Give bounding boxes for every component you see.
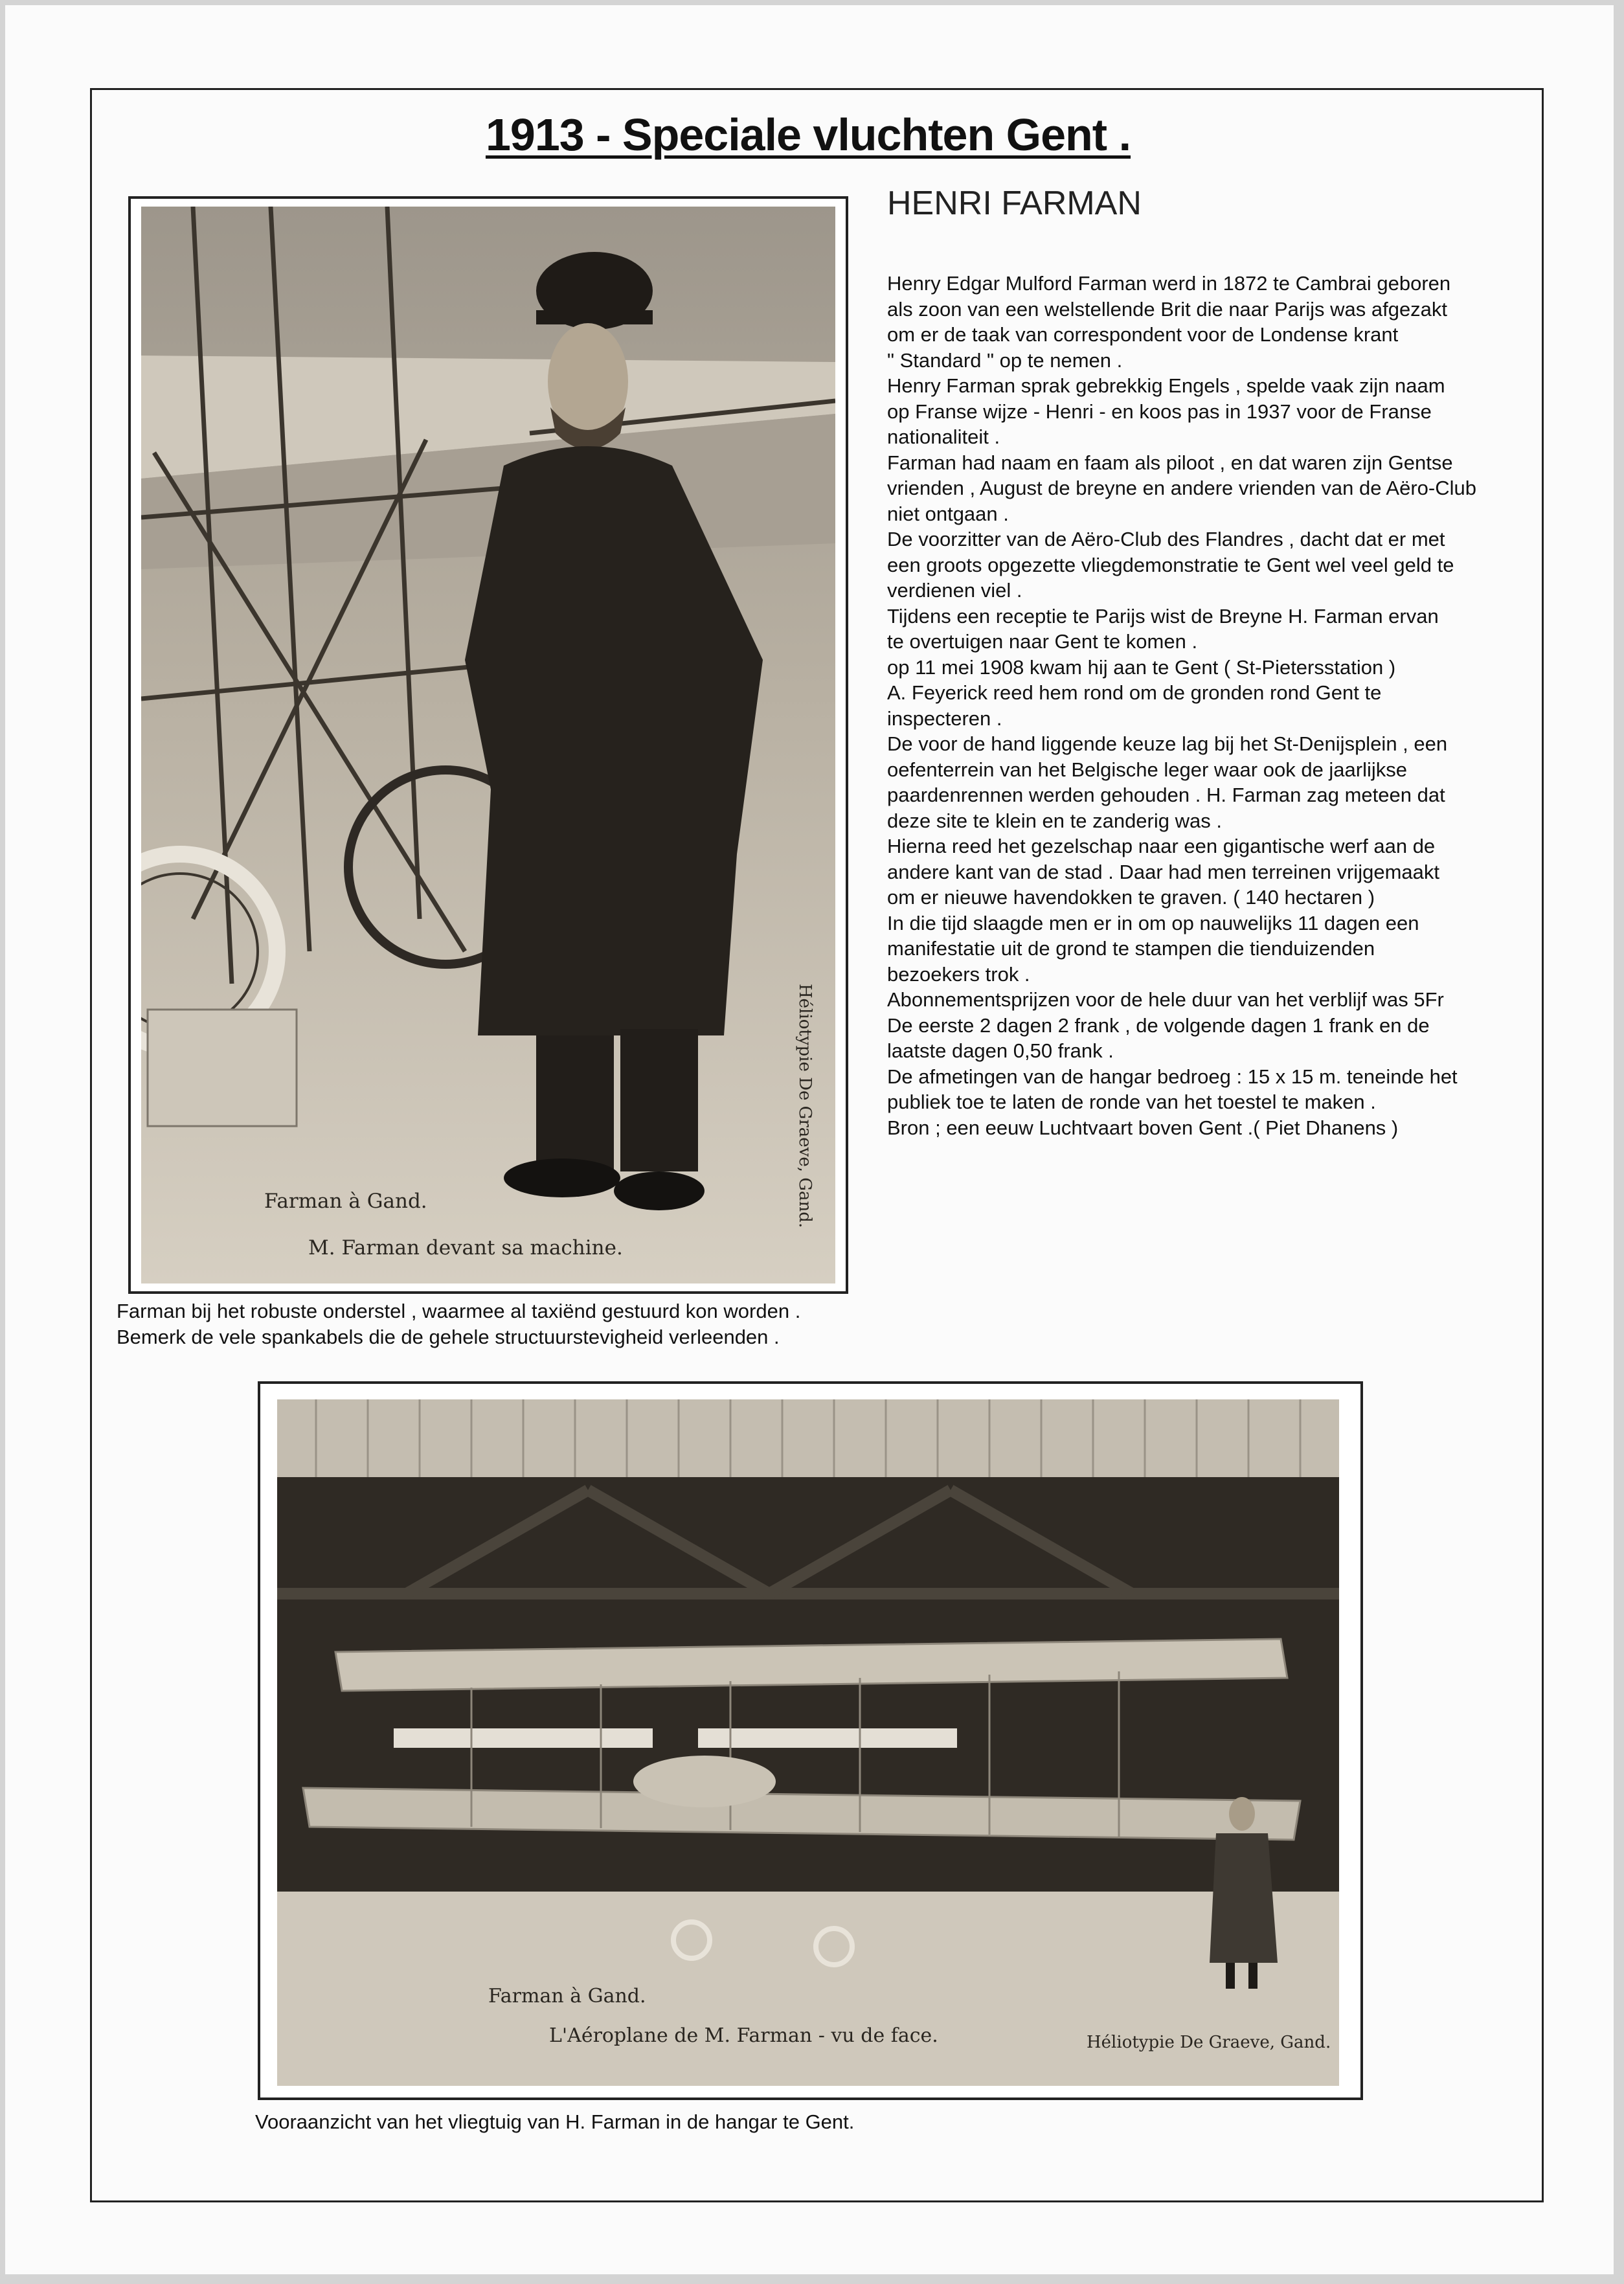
article-line: niet ontgaan .: [887, 502, 1009, 525]
article-body: [887, 271, 1535, 1140]
article-line: De afmetingen van de hangar bedroeg : 15 x 15 m. teneinde het: [887, 1065, 1458, 1088]
article-line: op 11 mei 1908 kwam hij aan te Gent ( St-Pietersstation ): [887, 655, 1396, 679]
photo-portrait: [141, 207, 835, 1283]
article-line: Abonnementsprijzen voor de hele duur van het verblijf was 5Fr: [887, 988, 1444, 1011]
postcard-subtitle-portrait: M. Farman devant sa machine.: [308, 1236, 623, 1260]
article-line: " Standard " op te nemen .: [887, 348, 1123, 372]
article-line: andere kant van de stad . Daar had men terreinen vrijgemaakt: [887, 860, 1439, 883]
article-line: Henry Farman sprak gebrekkig Engels , spelde vaak zijn naam: [887, 374, 1445, 397]
postcard-title-aeroplane: Farman à Gand.: [488, 1985, 646, 2007]
article-line: publiek toe te laten de ronde van het toestel te maken .: [887, 1091, 1376, 1113]
photo-aeroplane: [277, 1399, 1339, 2086]
article-line: om er nieuwe havendokken te graven. ( 140 hectaren ): [887, 886, 1375, 909]
article-line: verdienen viel .: [887, 579, 1022, 602]
article-line: Bron ; een eeuw Luchtvaart boven Gent .( Piet Dhanens ): [887, 1116, 1399, 1139]
article-line: De voor de hand liggende keuze lag bij het St-Denijsplein , een: [887, 732, 1448, 755]
aeroplane-caption: Vooraanzicht van het vliegtuig van H. Farman in de hangar te Gent.: [255, 2110, 855, 2133]
portrait-illustration: [141, 207, 835, 1283]
portrait-caption-line-1: Farman bij het robuste onderstel , waarmee al taxiënd gestuurd kon worden .: [117, 1300, 801, 1322]
article-line: manifestatie uit de grond te stampen die tienduizenden: [887, 937, 1375, 960]
postcard-title-portrait: Farman à Gand.: [264, 1190, 427, 1213]
page-sheet: [5, 5, 1614, 2274]
article-line: inspecteren .: [887, 707, 1002, 730]
photo-portrait-frame: [128, 196, 848, 1294]
article-line: een groots opgezette vliegdemonstratie te Gent wel veel geld te: [887, 553, 1454, 576]
postcard-subtitle-aeroplane: L'Aéroplane de M. Farman - vu de face.: [549, 2024, 938, 2047]
article-line: A. Feyerick reed hem rond om de gronden rond Gent te: [887, 681, 1382, 704]
article-line: Henry Edgar Mulford Farman werd in 1872 te Cambrai geboren: [887, 272, 1451, 295]
article-line: op Franse wijze - Henri - en koos pas in 1937 voor de Franse: [887, 400, 1432, 423]
article-line: In die tijd slaagde men er in om op nauwelijks 11 dagen een: [887, 911, 1419, 934]
article-line: De voorzitter van de Aëro-Club des Flandres , dacht dat er met: [887, 528, 1445, 550]
article-line: als zoon van een welstellende Brit die naar Parijs was afgezakt: [887, 297, 1448, 321]
article-line: nationaliteit .: [887, 425, 1000, 448]
page-title: 1913 - Speciale vluchten Gent .: [485, 109, 1131, 160]
article-line: om er de taak van correspondent voor de Londense krant: [887, 323, 1399, 346]
article-line: deze site te klein en te zanderig was .: [887, 809, 1222, 832]
article-line: vrienden , August de breyne en andere vrienden van de Aëro-Club: [887, 477, 1476, 499]
postcard-publisher-portrait: Héliotypie De Graeve, Gand.: [795, 984, 815, 1228]
article-line: oefenterrein van het Belgische leger waar ook de jaarlijkse: [887, 758, 1408, 781]
article-line: Tijdens een receptie te Parijs wist de Breyne H. Farman ervan: [887, 604, 1439, 628]
article-line: bezoekers trok .: [887, 962, 1030, 986]
article-line: paardenrennen werden gehouden . H. Farman zag meteen dat: [887, 784, 1445, 806]
article-line: De eerste 2 dagen 2 frank , de volgende dagen 1 frank en de: [887, 1013, 1430, 1037]
article-heading: HENRI FARMAN: [887, 185, 1142, 222]
article-line: laatste dagen 0,50 frank .: [887, 1039, 1114, 1062]
portrait-caption-line-2: Bemerk de vele spankabels die de gehele structuurstevigheid verleenden .: [117, 1326, 780, 1348]
aeroplane-illustration: [277, 1399, 1339, 2086]
article-line: te overtuigen naar Gent te komen .: [887, 630, 1198, 653]
postcard-publisher-aeroplane: Héliotypie De Graeve, Gand.: [1087, 2033, 1331, 2052]
photo-aeroplane-frame: [258, 1381, 1363, 2100]
article-line: Hierna reed het gezelschap naar een gigantische werf aan de: [887, 835, 1436, 857]
article-line: Farman had naam en faam als piloot , en dat waren zijn Gentse: [887, 451, 1453, 474]
